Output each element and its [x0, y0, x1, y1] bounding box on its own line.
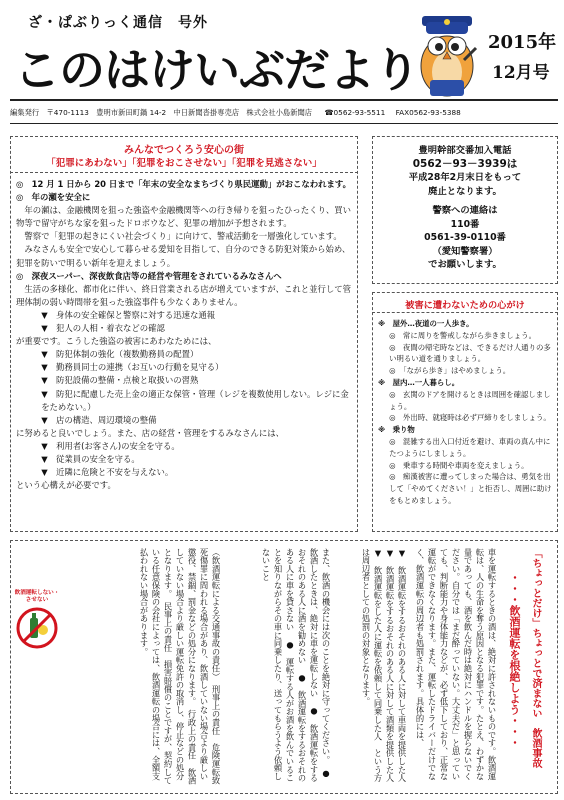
- publisher-address: 編集発行 〒470-1113 豊明市新田町鍋 14-2 中日新聞沓掛専売店 株式会社小島新聞店: [10, 108, 313, 117]
- phone-notice-line: 豊明幹部交番加入電話: [418, 145, 512, 156]
- tip-item: ◎ 乗車する時間や車両を変えましょう。: [389, 460, 529, 470]
- bullet-item: ▼ 犯人の人相・着衣などの確認: [41, 323, 165, 334]
- year-end-paragraph-2: 警察で「犯罪の起きにくい社会づくり」に向けて、警戒活動を一層強化しています。: [24, 231, 342, 242]
- late-night-paragraph-4: という心構えが必要です。: [16, 480, 116, 491]
- issue-year: 2015年: [488, 32, 557, 53]
- bullet-item: ▼ 防犯に配慮した売上金の適正な保管・管理（レジを複数使用しない。レジに金をためない。）: [41, 388, 349, 412]
- bullet-item: ▼ 防犯設備の整備・点検と取扱いの習熟: [41, 375, 199, 386]
- late-night-paragraph-3: に努めると良いでしょう。また、店の経営・管理をするみなさんには、: [16, 427, 284, 438]
- phone-notice-text: [372, 144, 558, 272]
- no-drunk-driving-badge: [14, 590, 60, 654]
- section-heading-late-night: ◎ 深夜スーパー、深夜飲食店等の経営や管理をされているみなさんへ: [16, 270, 282, 281]
- issue-month: 12月号: [492, 63, 550, 83]
- tip-item: ◎ 混雑する出入口付近を避け、車両の真ん中にたつようにしましょう。: [389, 436, 551, 458]
- header-rule: [10, 99, 558, 101]
- bullet-item: ▼ 勤務員同士の連携（お互いの行動を見守る）: [41, 362, 224, 373]
- phone-notice-number: 0562－93－3939は: [412, 157, 518, 170]
- page-title: このはけいぶだより: [14, 43, 419, 97]
- drunk-driving-col-d: （飲酒運転による交通事故の責任） 刑事上の責任 危険運転致死傷罪に問われる場合があり、飲酒していない場合より厳しい懲役、禁錮、罰金などの処分になります。 行政上の責任 飲酒していない場合より厳しい運転免許の取消し、停止などの処分となります。 民事上の責任 損害賠償のことですが、契約している任意保険の会社によっては、飲酒運転の場合には、全額支払われない場合があります。: [139, 548, 221, 785]
- main-heading: 「犯罪にあわない」「犯罪をおこさせない」「犯罪を見逃さない」: [46, 158, 322, 169]
- police-station: （愛知警察署）: [432, 245, 498, 257]
- header-rule-2: [10, 123, 558, 124]
- badge-text: 飲酒運転しない・させない: [14, 590, 60, 603]
- publisher-fax: FAX0562-93-5388: [395, 108, 461, 117]
- no-alcohol-icon: [15, 606, 59, 650]
- drunk-driving-col-c: また、飲酒の機会には次のことを絶対に守ってください。 ● 飲酒したときは、絶対に車を運転しない ● 飲酒運転をするおそれのある人に酒を勧めない ● 飲酒運転をするおそれのある人に車を貸さない ● 運転する人がお酒を飲んでいることを知りながらその車に同乗したり、送ってもらうよう依頼しないこと: [261, 548, 331, 787]
- tip-item: ◎ 外出時、就寝時は必ず戸締りをしましょう。: [389, 413, 551, 423]
- late-night-paragraph-2: が重要です。こうした強盗の被害にあわなためには、: [16, 336, 217, 347]
- drunk-driving-title: 「ちょっとだけ」ちょっとで済まない 飲酒事故: [530, 548, 541, 768]
- police-number: 0561-39-0110番: [424, 232, 506, 243]
- drunk-driving-col-a: 車を運転するときの酒は、絶対に許されないものです。飲酒運転は、人の生命を奪う原因となる犯罪です。たとえ、わずかな量であっても、酒を飲んだ時は絶対にハンドルを握らないでください。自分では「まだ酔っていない。大丈夫だ」と思っていても、判断能力や身体能力などが、必ず低下しており、正常な運転ができなくなります。また、運転したドライバーだけでなく、飲酒運転の周辺者も処罰されます。具体的には、: [415, 548, 497, 781]
- safety-tips-title: 被害に遭わないための心がけ: [405, 300, 525, 311]
- year-end-paragraph-3: みなさんも安全で安心して暮らせる愛知を目指して、自分のできる防犯対策から始め、犯罪を防いで明るい新年を迎えましょう。: [16, 244, 351, 268]
- bullet-item: ▼ 防犯体制の強化（複数勤務員の配置）: [41, 349, 199, 360]
- tips-section-outdoor: ※ 屋外…夜道の一人歩き。: [378, 319, 474, 328]
- late-night-paragraph: 生活の多様化、都市化に伴い、終日営業される店が増えていますが、これと並行して管理体制の弱い時間帯を狙った強盗事件も少なくありません。: [16, 283, 352, 307]
- owl-mascot-icon: [412, 8, 482, 100]
- tip-item: ◎ 「ながら歩き」はやめましょう。: [389, 366, 511, 376]
- bullet-item: ▼ 従業員の安全を守る。: [41, 453, 140, 464]
- phone-notice-line: 警察への連絡は: [432, 205, 498, 216]
- tip-item: ◎ 常に周りを警戒しながら歩きましょう。: [389, 330, 536, 340]
- main-heading-sub: みんなでつくろう安心の街: [124, 145, 244, 156]
- drunk-driving-col-b: ▼ 飲酒運転をするおそれのある人に対して車両を提供した人 ▼ 飲酒運転をするおそれのある人に対して酒類を提供した人 ▼ 飲酒運転をした人に運転を依頼して同乗した人 という方は周辺者としての処罰の対象となります。: [361, 548, 407, 791]
- tip-item: ◎ 玄関のドアを開けるときは周囲を確認しましょう。: [389, 389, 551, 411]
- phone-notice-line: でお願いします。: [428, 259, 502, 270]
- drunk-driving-subtitle: ・・・飲酒運転を根絶しよう・・・: [508, 572, 521, 748]
- main-heading-rule: [10, 172, 358, 173]
- bullet-item: ▼ 店の構造、周辺環境の整備: [41, 414, 157, 425]
- publisher-tel: 0562-93-5511: [333, 108, 386, 117]
- bullet-item: ▼ 利用者(お客さん)の安全を守る。: [41, 440, 180, 451]
- phone-icon: ☎: [324, 108, 334, 117]
- tips-section-indoor: ※ 屋内…一人暮らし。: [378, 377, 460, 387]
- publisher-line: [10, 106, 558, 119]
- main-body: [16, 178, 354, 492]
- section-heading-year-end: ◎ 年の瀬を安全に: [16, 192, 91, 203]
- tips-section-vehicle: ※ 乗り物: [378, 425, 415, 435]
- phone-notice-line: 廃止となります。: [428, 185, 502, 197]
- tip-item: ◎ 夜間の帰宅時などは、できるだけ人通りの多い明るい道を通りましょう。: [389, 342, 551, 364]
- bullet-item: ▼ 身体の安全確保と警察に対する迅速な通報: [41, 309, 216, 320]
- year-end-paragraph-1: 年の瀬は、金融機関を狙った強盗や金融機関等への行き帰りを狙ったひったくり、買い物等で留守がちな家を狙ったドロボウなど、犯罪の増加が予想されます。: [16, 205, 352, 229]
- safety-tips-title-rule: [372, 312, 558, 313]
- header-series: ざ・ぱぶりっく通信 号外: [28, 15, 208, 31]
- emergency-number: 110番: [450, 218, 480, 230]
- phone-notice-line: 平成28年2月末日をもって: [408, 172, 522, 183]
- tip-item: ◎ 痴漢被害に遭ってしまった場合は、勇気を出して「やめてください！」と拒否し、周囲に助けをもとめましょう。: [389, 472, 552, 505]
- bullet-item: ▼ 近隣に危険と不安を与えない。: [41, 467, 174, 478]
- campaign-notice: ◎ 12 月 1 日から 20 日まで「年末の安全なまちづくり県民運動」がおこなわれます。: [16, 179, 352, 189]
- safety-tips-body: [378, 318, 554, 507]
